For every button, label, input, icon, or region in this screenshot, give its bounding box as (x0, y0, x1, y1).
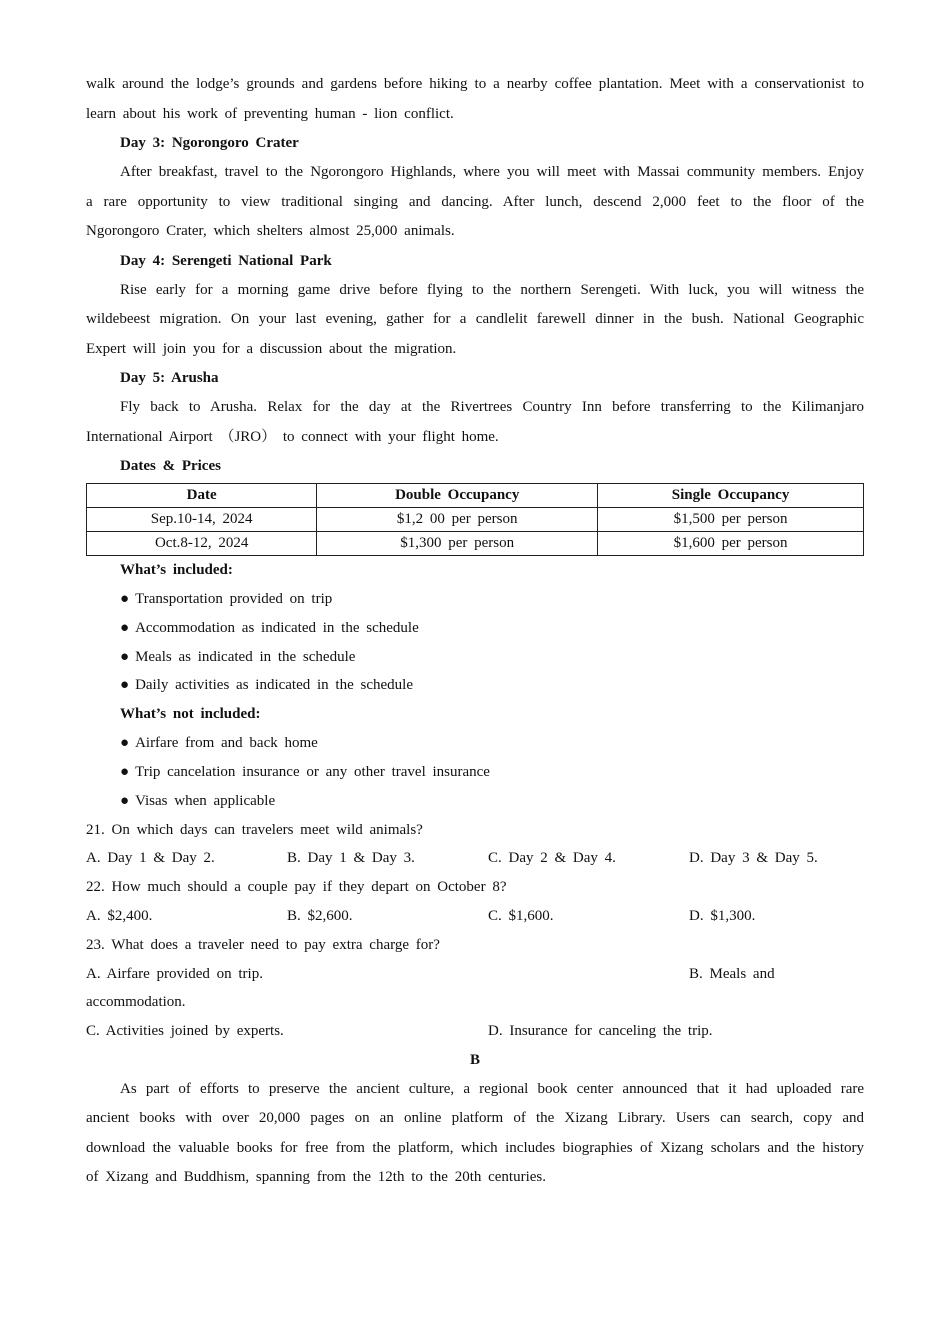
list-item: ● Airfare from and back home (120, 735, 318, 752)
col-single: Single Occupancy (598, 484, 864, 508)
question-21: 21. On which days can travelers meet wild animals? (86, 821, 423, 838)
day3-text: After breakfast, travel to the Ngorongoro Highlands, where you will meet with Massai community members. Enjoy a rare opportunity to view traditional singing and dancing. After lunch, descend 2,000 feet to the floor of the Ngorongoro Crater, which shelters almost 25,000 animals. (86, 164, 864, 239)
option-b[interactable]: B. Day 1 & Day 3. (287, 850, 415, 867)
question-22: 22. How much should a couple pay if they depart on October 8? (86, 879, 507, 896)
day5-heading: Day 5: Arusha (120, 370, 219, 386)
option-a[interactable]: A. Airfare provided on trip. (86, 965, 263, 982)
table-row (87, 508, 864, 532)
table-header-row (87, 484, 864, 508)
question-23-options-row2 (86, 988, 864, 1017)
question-23: 23. What does a traveler need to pay extra charge for? (86, 936, 440, 953)
list-item: ● Daily activities as indicated in the schedule (120, 677, 413, 694)
section-b-paragraph: As part of efforts to preserve the ancient culture, a regional book center announced that it had uploaded rare ancient books with over 20,000 pages on an online platform of the Xizang Library. Users can search, copy and download the valuable books for free from the platform, which includes biographies of Xizang scholars and the history of Xizang and Buddhism, spanning from the 12th to the 20th centuries. (86, 1080, 864, 1186)
question-23-options-row3 (86, 1017, 864, 1046)
list-item: ● Visas when applicable (120, 792, 276, 809)
col-date: Date (87, 484, 317, 508)
day4-text: Rise early for a morning game drive before flying to the northern Serengeti. With luck, you will witness the wildebeest migration. On your last evening, gather for a candlelit farewell dinner in the bush. National Geographic Expert will join you for a discussion about the migration. (86, 281, 864, 357)
not-included-list (86, 729, 864, 815)
cell-single: $1,600 per person (598, 532, 864, 556)
included-list (86, 585, 864, 700)
option-a[interactable]: A. $2,400. (86, 907, 153, 924)
bullet-icon: ● (120, 677, 130, 694)
option-d[interactable]: D. $1,300. (689, 907, 756, 924)
cell-date: Sep.10-14, 2024 (87, 508, 317, 532)
list-item: ● Meals as indicated in the schedule (120, 648, 356, 665)
bullet-icon: ● (120, 792, 130, 809)
question-23-options-row1 (86, 960, 864, 989)
cell-date: Oct.8-12, 2024 (87, 532, 317, 556)
list-item: ● Accommodation as indicated in the schedule (120, 619, 419, 636)
bullet-icon: ● (120, 735, 130, 752)
section-b-label: B (469, 1051, 480, 1068)
exam-page (86, 70, 864, 1193)
option-c[interactable]: C. Activities joined by experts. (86, 1023, 284, 1040)
list-item: ● Trip cancelation insurance or any other travel insurance (120, 763, 490, 780)
not-included-heading: What’s not included: (120, 706, 261, 723)
option-a[interactable]: A. Day 1 & Day 2. (86, 850, 215, 867)
option-b[interactable]: B. $2,600. (287, 907, 353, 924)
list-item: ● Transportation provided on trip (120, 591, 333, 607)
option-d[interactable]: D. Insurance for canceling the trip. (488, 1023, 713, 1040)
included-heading: What’s included: (120, 562, 233, 578)
col-double: Double Occupancy (317, 484, 598, 508)
bullet-icon: ● (120, 648, 130, 665)
bullet-icon: ● (120, 763, 130, 780)
option-c[interactable]: C. Day 2 & Day 4. (488, 850, 616, 867)
prices-table (86, 483, 864, 556)
option-b-continued[interactable]: accommodation. (86, 994, 186, 1011)
bullet-icon: ● (120, 619, 130, 636)
question-22-options (86, 902, 864, 931)
question-21-options (86, 844, 864, 873)
day4-heading: Day 4: Serengeti National Park (120, 252, 332, 269)
cell-single: $1,500 per person (598, 508, 864, 532)
day5-text: Fly back to Arusha. Relax for the day at the Rivertrees Country Inn before transferring to the Kilimanjaro International Airport （JRO） to connect with your flight home. (86, 399, 864, 445)
day3-heading: Day 3: Ngorongoro Crater (120, 135, 299, 151)
table-row (87, 532, 864, 556)
option-c[interactable]: C. $1,600. (488, 907, 554, 924)
cell-double: $1,300 per person (317, 532, 598, 556)
bullet-icon: ● (120, 591, 130, 607)
prices-heading: Dates & Prices (120, 458, 221, 474)
cell-double: $1,2 00 per person (317, 508, 598, 532)
option-d[interactable]: D. Day 3 & Day 5. (689, 850, 818, 867)
intro-paragraph: walk around the lodge’s grounds and gardens before hiking to a nearby coffee plantation. Meet with a conservationist to learn about his work of preventing human - lion conflict. (86, 76, 864, 122)
option-b[interactable]: B. Meals and (689, 965, 775, 982)
